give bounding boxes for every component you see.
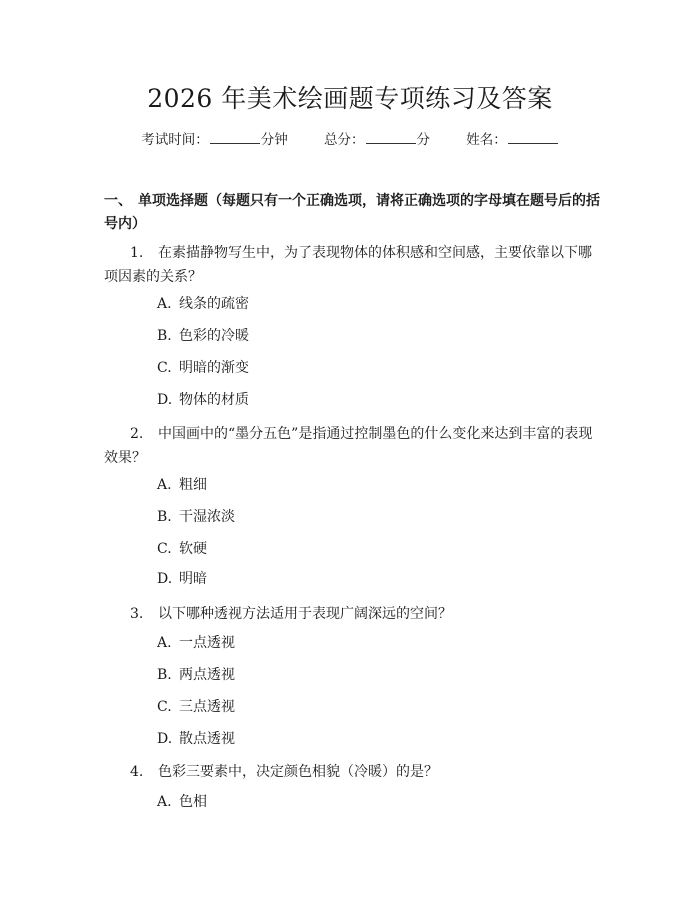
option-1a[interactable] — [157, 294, 249, 314]
option-1b[interactable] — [157, 326, 249, 346]
option-letter: B. — [157, 667, 172, 683]
option-3b[interactable] — [157, 665, 235, 685]
option-1c[interactable] — [157, 358, 249, 378]
option-4a[interactable] — [157, 792, 207, 812]
question-number: 3. — [130, 606, 144, 622]
option-letter: A. — [157, 794, 172, 810]
option-3a[interactable] — [157, 633, 235, 653]
question-text: 中国画中的“墨分五色”是指通过控制墨色的什么变化来达到丰富的表现效果？ — [104, 426, 593, 466]
option-2b[interactable] — [157, 507, 235, 527]
name-blank[interactable] — [508, 130, 558, 144]
option-letter: B. — [157, 509, 172, 525]
option-letter: C. — [157, 699, 172, 715]
section-title: 单项选择题（每题只有一个正确选项，请将正确选项的字母填在题号后的括号内） — [104, 193, 600, 232]
question-number: 1. — [130, 245, 144, 261]
option-letter: C. — [157, 541, 172, 557]
option-letter: A. — [157, 296, 172, 312]
section-heading — [104, 190, 604, 236]
question-number: 2. — [130, 426, 144, 442]
question-1 — [104, 241, 604, 289]
score-label: 总分： — [324, 132, 365, 148]
option-letter: A. — [157, 635, 172, 651]
option-3d[interactable] — [157, 729, 235, 749]
question-text: 色彩三要素中，决定颜色相貌（冷暖）的是？ — [158, 764, 438, 780]
option-letter: C. — [157, 360, 172, 376]
score-blank[interactable] — [366, 130, 416, 144]
time-label: 考试时间： — [141, 132, 209, 148]
page-title: 2026 年美术绘画题专项练习及答案 — [147, 84, 553, 113]
option-2a[interactable] — [157, 475, 207, 495]
option-2d[interactable] — [157, 569, 207, 589]
option-text: 一点透视 — [179, 635, 235, 651]
option-text: 线条的疏密 — [179, 296, 249, 312]
question-3 — [104, 602, 604, 626]
question-number: 4. — [130, 764, 144, 780]
exam-meta — [0, 130, 700, 150]
score-unit: 分 — [416, 132, 430, 148]
option-2c[interactable] — [157, 539, 207, 559]
option-text: 物体的材质 — [179, 392, 249, 408]
exam-name — [466, 130, 559, 150]
question-2 — [104, 422, 604, 470]
time-blank[interactable] — [210, 130, 260, 144]
option-text: 明暗的渐变 — [179, 360, 249, 376]
option-letter: B. — [157, 328, 172, 344]
section-number: 一、 — [104, 193, 132, 209]
option-text: 粗细 — [179, 477, 207, 493]
option-text: 干湿浓淡 — [179, 509, 235, 525]
option-text: 散点透视 — [179, 731, 235, 747]
option-text: 明暗 — [179, 571, 207, 587]
exam-time — [141, 130, 288, 150]
option-text: 色彩的冷暖 — [179, 328, 249, 344]
option-text: 软硬 — [179, 541, 207, 557]
question-text: 以下哪种透视方法适用于表现广阔深远的空间？ — [158, 606, 452, 622]
option-text: 色相 — [179, 794, 207, 810]
question-4 — [104, 760, 604, 784]
option-text: 三点透视 — [179, 699, 235, 715]
option-letter: D. — [157, 571, 173, 587]
option-1d[interactable] — [157, 390, 249, 410]
exam-score — [324, 130, 430, 150]
option-letter: A. — [157, 477, 172, 493]
name-label: 姓名： — [466, 132, 507, 148]
option-3c[interactable] — [157, 697, 235, 717]
option-text: 两点透视 — [179, 667, 235, 683]
question-text: 在素描静物写生中，为了表现物体的体积感和空间感，主要依靠以下哪项因素的关系？ — [104, 245, 592, 285]
option-letter: D. — [157, 392, 173, 408]
option-letter: D. — [157, 731, 173, 747]
time-unit: 分钟 — [260, 132, 288, 148]
